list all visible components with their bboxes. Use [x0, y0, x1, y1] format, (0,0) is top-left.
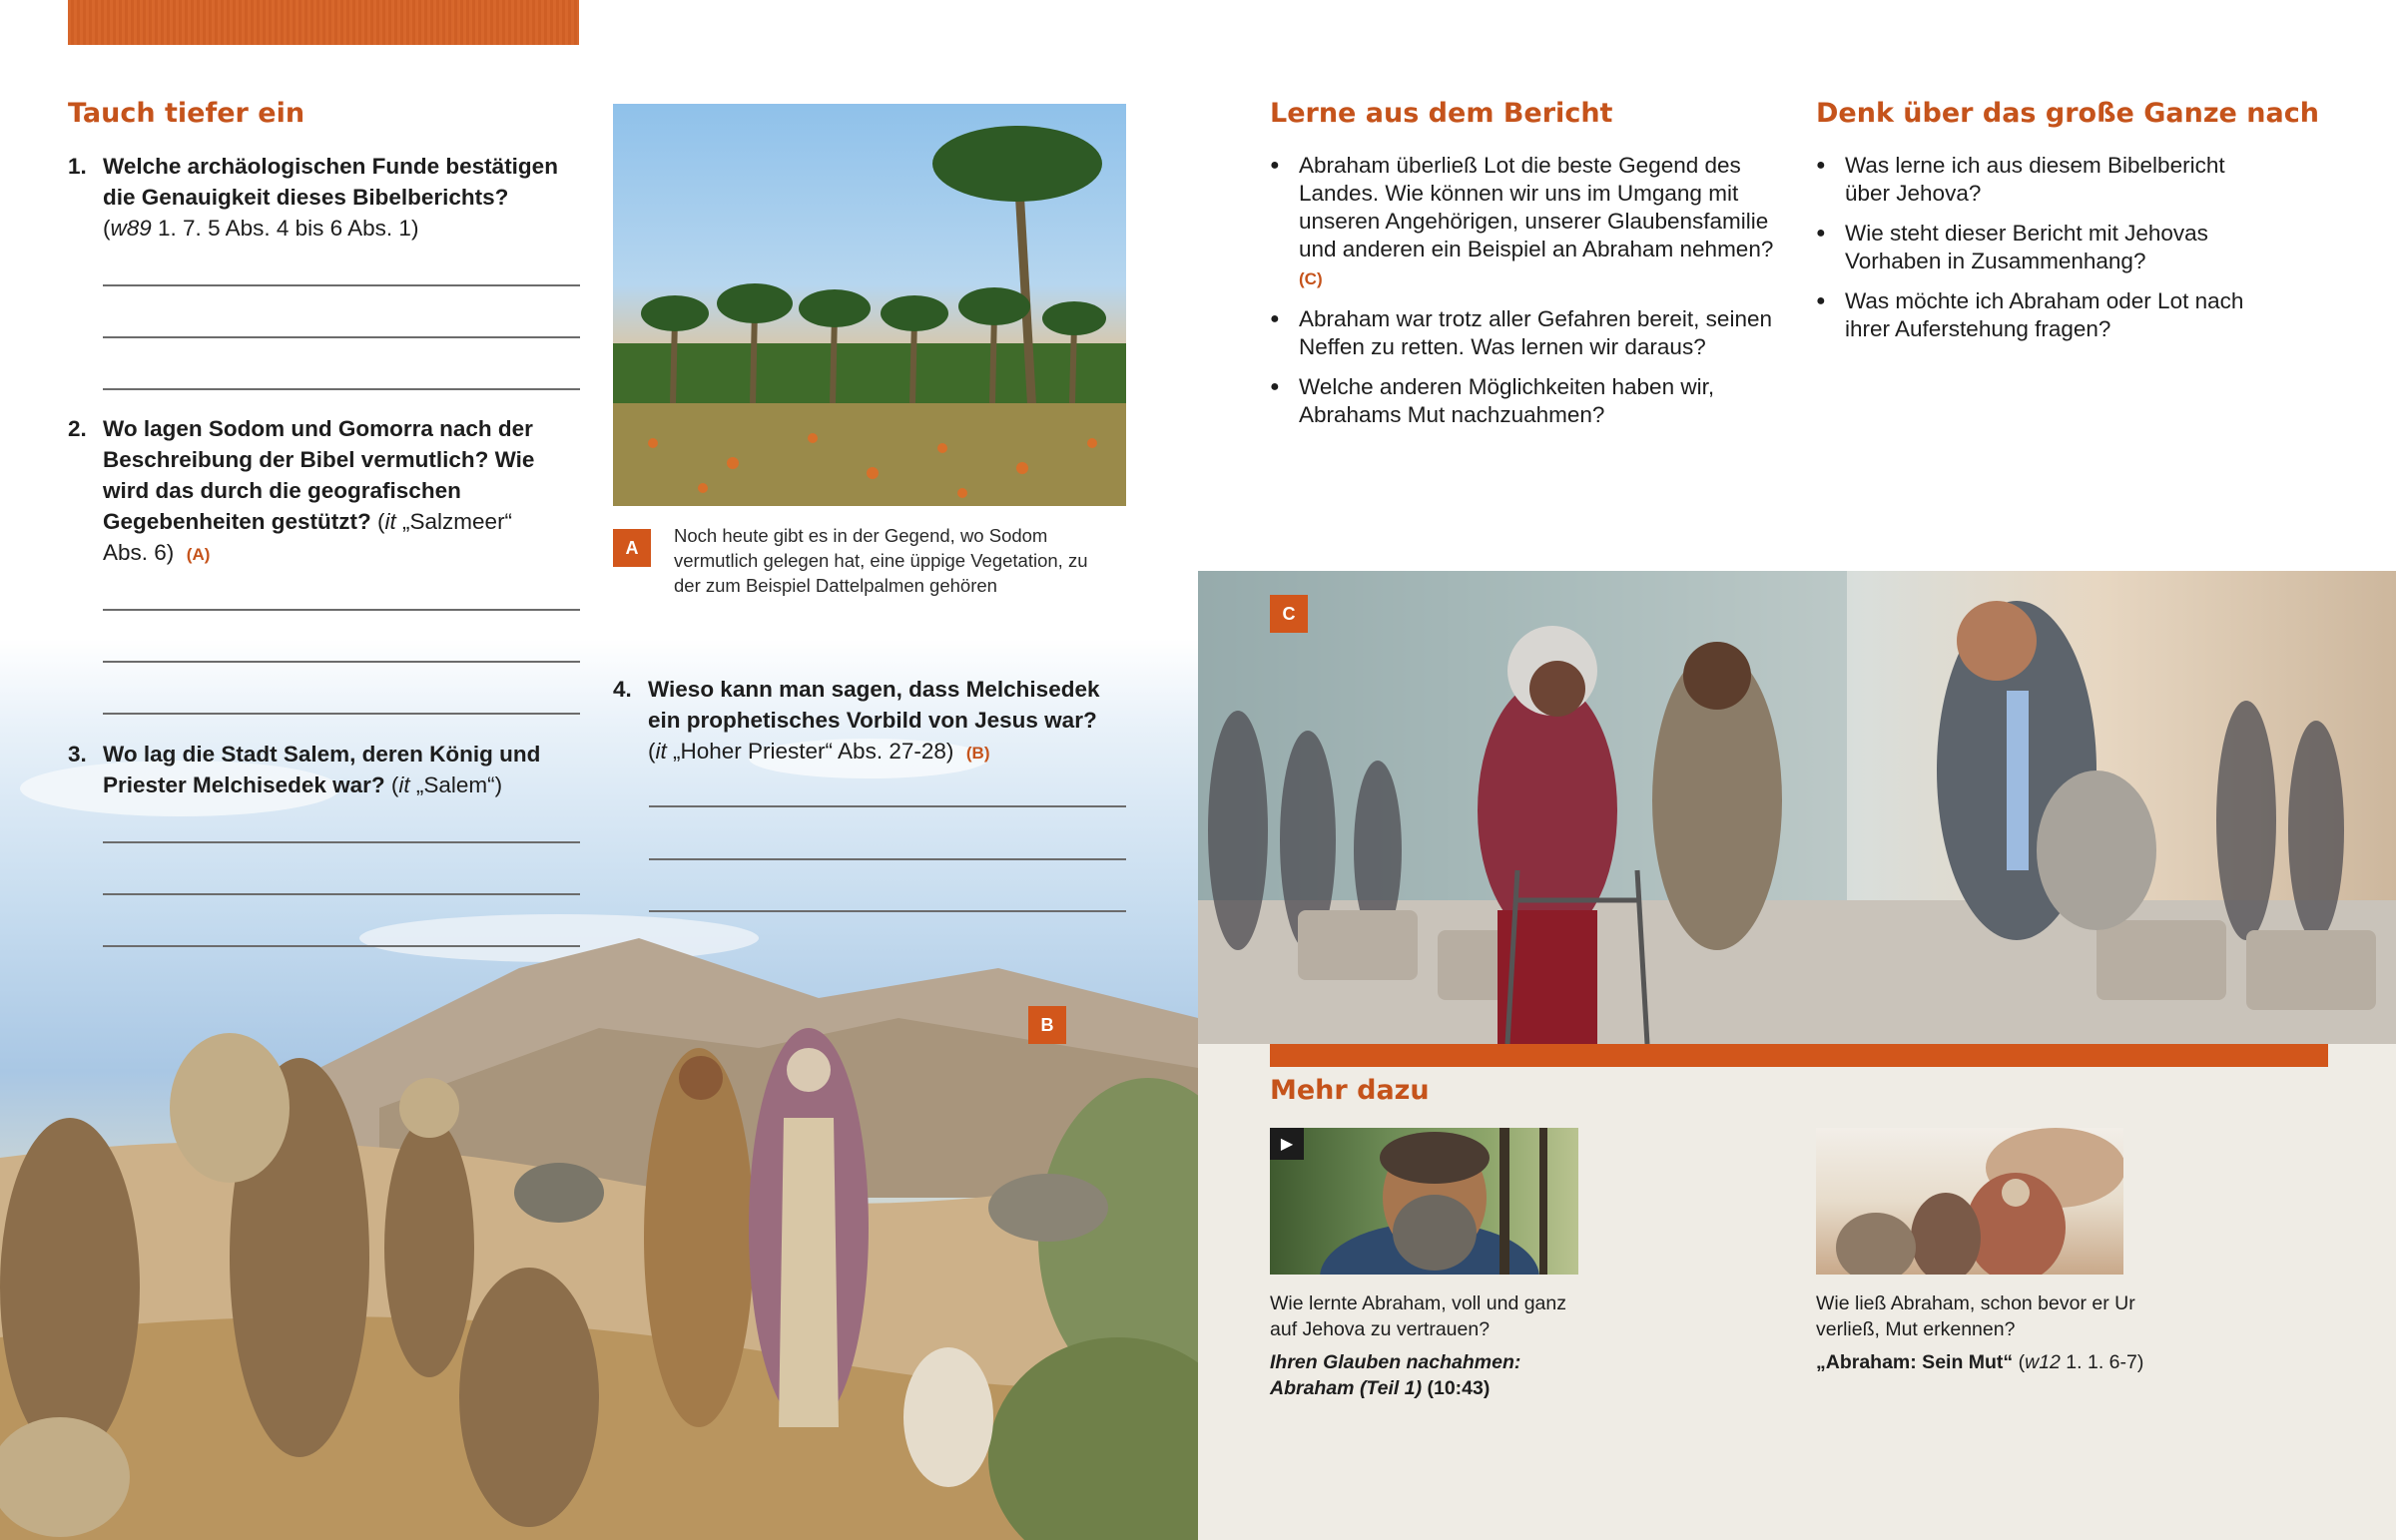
list-item-text: Abraham überließ Lot die beste Gegend des Landes. Wie können wir uns im Umgang mit unseren Angehörigen, unserer Glaubensfamilie und anderen ein Beispiel an Abraham nehmen?: [1299, 153, 1774, 261]
video-title[interactable]: Ihren Glauben nachahmen: Abraham (Teil 1): [1270, 1351, 1521, 1399]
image-badge-b: B: [1028, 1006, 1066, 1044]
question-ref-pub: it: [384, 509, 396, 534]
mehr-dazu-accent-bar: [1270, 1044, 2328, 1067]
answer-line[interactable]: [103, 661, 580, 663]
answer-line[interactable]: [649, 910, 1126, 912]
photo-congregation-greeting: [1198, 571, 2396, 1044]
question-ref-rest: 1. 7. 5 Abs. 4 bis 6 Abs. 1): [151, 216, 419, 241]
video-title-block[interactable]: [1270, 1349, 1589, 1401]
photo-date-palms: [613, 104, 1126, 506]
answer-line[interactable]: [103, 945, 580, 947]
list-item: [1270, 373, 1789, 429]
denk-list: [1816, 152, 2255, 355]
question-ref-rest: „Salzmeer“ Abs. 6): [103, 509, 513, 565]
image-reference-b[interactable]: (B): [965, 744, 990, 763]
image-badge-c: C: [1270, 595, 1308, 633]
question-number: 1.: [68, 154, 87, 179]
list-item: ● Wie steht dieser Bericht mit Jehovas Vorhaben in Zusammenhang?: [1816, 220, 2255, 275]
list-item: [1270, 305, 1789, 361]
section-title-lerne-aus-dem-bericht: Lerne aus dem Bericht: [1270, 98, 1613, 129]
answer-line[interactable]: [103, 841, 580, 843]
lerne-list: [1270, 152, 1789, 441]
article-thumbnail[interactable]: [1816, 1128, 2123, 1275]
answer-line[interactable]: [103, 609, 580, 611]
question-ref-pub: w89: [110, 216, 152, 241]
question-text: Welche archäologischen Funde bestätigen die Genauigkeit dieses Bibelberichts?: [103, 154, 558, 210]
question-2: [68, 413, 547, 570]
question-text: Wo lag die Stadt Salem, deren König und Priester Melchisedek war?: [103, 742, 541, 797]
section-title-tauch-tiefer-ein: Tauch tiefer ein: [68, 98, 305, 129]
image-reference-a[interactable]: (A): [186, 545, 211, 564]
image-reference-c[interactable]: (C): [1299, 269, 1323, 288]
question-number: 4.: [613, 677, 632, 702]
question-number: 3.: [68, 742, 87, 767]
question-ref-rest: „Salem“): [409, 772, 503, 797]
section-title-mehr-dazu: Mehr dazu: [1270, 1075, 1430, 1106]
question-ref-rest: „Hoher Priester“ Abs. 27-28): [666, 739, 954, 764]
play-icon[interactable]: ▶: [1270, 1128, 1304, 1160]
answer-line[interactable]: [103, 713, 580, 715]
article-question: Wie ließ Abraham, schon bevor er Ur verließ, Mut erkennen?: [1816, 1292, 2135, 1340]
question-text: Wieso kann man sagen, dass Melchisedek ein prophetisches Vorbild von Jesus war?: [648, 677, 1100, 733]
question-text: Wo lagen Sodom und Gomorra nach der Beschreibung der Bibel vermutlich? Wie wird das durch die geografischen Gegebenheiten gestützt?: [103, 416, 535, 534]
question-1: [68, 151, 587, 244]
list-item: ● Was lerne ich aus diesem Bibelbericht über Jehova?: [1816, 152, 2255, 208]
video-question: Wie lernte Abraham, voll und ganz auf Jehova zu vertrauen?: [1270, 1292, 1566, 1340]
list-item: [1270, 152, 1789, 293]
question-ref-open: (: [370, 509, 385, 534]
answer-line[interactable]: [649, 805, 1126, 807]
question-4: [613, 674, 1132, 769]
question-3: [68, 739, 587, 800]
video-thumbnail[interactable]: [1270, 1128, 1578, 1275]
answer-line[interactable]: [649, 858, 1126, 860]
video-duration: (10:43): [1427, 1377, 1491, 1399]
section-title-denk-ueber-das-grosse-ganze-nach: Denk über das große Ganze nach: [1816, 98, 2319, 129]
caption-a: Noch heute gibt es in der Gegend, wo Sodom vermutlich gelegen hat, eine üppige Vegetation, zu der zum Beispiel Dattelpalmen gehören: [674, 525, 1088, 596]
question-ref-open: (: [384, 772, 399, 797]
question-ref-pub: it: [655, 739, 667, 764]
image-badge-a: A: [613, 529, 651, 567]
article-link[interactable]: [1816, 1349, 2215, 1375]
answer-line[interactable]: [103, 893, 580, 895]
answer-line[interactable]: [103, 336, 580, 338]
answer-line[interactable]: [103, 388, 580, 390]
decorative-orange-band: [68, 0, 579, 45]
question-ref-open: (: [648, 739, 656, 764]
question-ref-open: (: [103, 216, 111, 241]
article-ref-pub: w12: [2025, 1351, 2061, 1373]
question-number: 2.: [68, 416, 87, 441]
article-ref-open: (: [2013, 1351, 2026, 1373]
answer-line[interactable]: [103, 284, 580, 286]
list-item: ● Was möchte ich Abraham oder Lot nach ihrer Auferstehung fragen?: [1816, 287, 2255, 343]
list-item-text: Welche anderen Möglichkeiten haben wir, Abrahams Mut nachzuahmen?: [1299, 374, 1715, 427]
article-ref-rest: 1. 1. 6-7): [2060, 1351, 2144, 1373]
question-ref-pub: it: [398, 772, 410, 797]
article-title[interactable]: „Abraham: Sein Mut“: [1816, 1351, 2014, 1373]
list-item-text: Abraham war trotz aller Gefahren bereit, seinen Neffen zu retten. Was lernen wir daraus?: [1299, 306, 1772, 359]
